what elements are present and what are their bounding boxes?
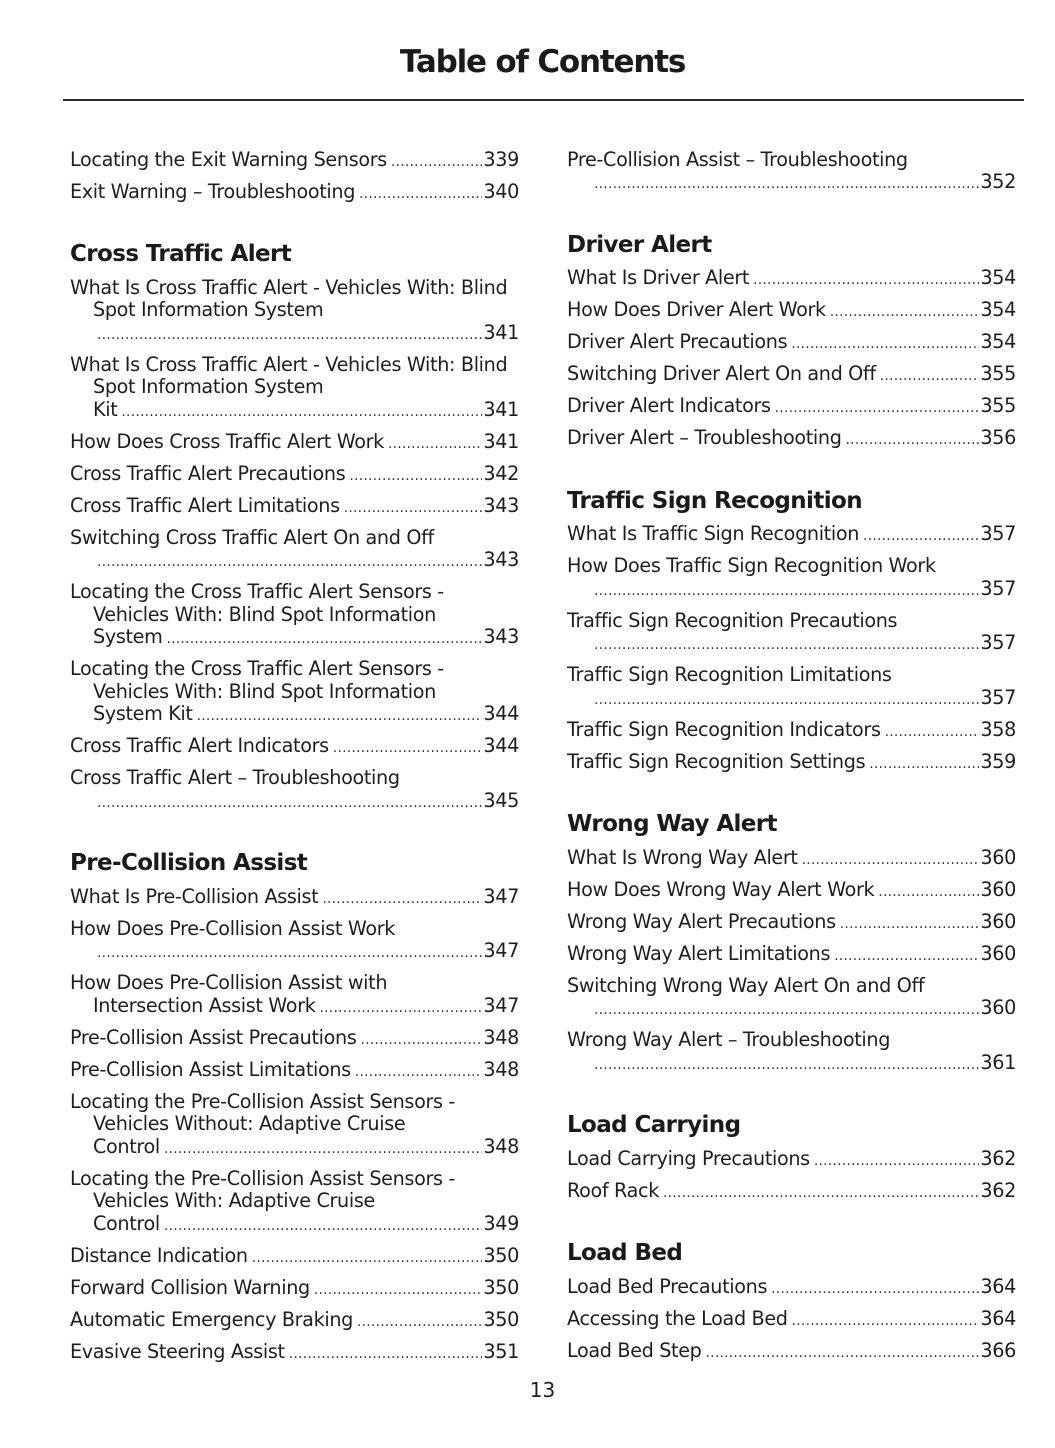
entry-title: How Does Driver Alert Work (567, 298, 826, 321)
toc-entry[interactable] (567, 715, 1016, 747)
entry-line (70, 940, 519, 965)
entry-title: Traffic Sign Recognition Indicators (567, 717, 881, 741)
entry-line (567, 1052, 1016, 1077)
section-heading: Wrong Way Alert (567, 811, 777, 837)
dot-leader (791, 333, 979, 356)
entry-page-number: 350 (483, 1275, 519, 1299)
entry-page-number: 345 (483, 788, 519, 812)
toc-entry[interactable] (70, 491, 519, 523)
entry-page-number: 358 (980, 717, 1016, 741)
entry-page-number: 360 (980, 845, 1016, 869)
entry-title: What Is Cross Traffic Alert - Vehicles With: Blind Spot Information System (70, 275, 508, 321)
entry-line (70, 995, 519, 1020)
entry-line (567, 879, 1016, 904)
entry-page-number: 359 (980, 749, 1016, 773)
entry-line (70, 399, 519, 424)
entry-title: Wrong Way Alert Limitations (567, 941, 831, 965)
dot-leader (869, 753, 979, 776)
toc-entry[interactable] (567, 296, 1016, 328)
toc-entry[interactable] (567, 875, 1016, 907)
entry-title: Locating the Exit Warning Sensors (70, 147, 387, 171)
entry-line (567, 687, 1016, 712)
dot-leader (814, 1150, 980, 1173)
entry-page-number: 354 (980, 298, 1016, 321)
entry-title: What Is Pre-Collision Assist (70, 884, 319, 908)
entry-line (70, 1027, 519, 1052)
entry-line (70, 735, 519, 760)
entry-page-number: 357 (980, 522, 1016, 545)
dot-leader (775, 397, 980, 420)
entry-title: Forward Collision Warning (70, 1275, 310, 1299)
entry-page-number: 344 (483, 702, 519, 725)
entry-title: Locating the Cross Traffic Alert Sensors - Vehicles With: Blind Spot Information (70, 580, 444, 626)
entry-title: How Does Wrong Way Alert Work (567, 877, 875, 901)
entry-page-number: 347 (483, 993, 519, 1017)
dot-leader (880, 365, 980, 388)
entry-line (70, 626, 519, 651)
entry-page-number: 356 (980, 426, 1016, 449)
entry-page-number: 350 (483, 1243, 519, 1267)
entry-title: Exit Warning – Troubleshooting (70, 179, 356, 203)
dot-leader (834, 945, 979, 968)
dot-leader (594, 689, 979, 712)
entry-title: Automatic Emergency Braking (70, 1307, 353, 1331)
toc-entry[interactable] (70, 578, 519, 655)
entry-line (70, 549, 519, 574)
entry-line (70, 322, 519, 347)
toc-entry[interactable] (567, 747, 1016, 779)
toc-section (567, 230, 1016, 456)
entry-title: Traffic Sign Recognition Limitations (567, 663, 892, 686)
dot-leader (846, 429, 980, 452)
entry-line (567, 632, 1016, 657)
dot-leader (706, 1342, 980, 1365)
toc-entry[interactable] (567, 843, 1016, 875)
dot-leader (322, 888, 482, 911)
entry-page-number: 355 (980, 394, 1016, 417)
section-heading: Driver Alert (567, 231, 712, 258)
entry-title: How Does Cross Traffic Alert Work (70, 429, 384, 453)
dot-leader (391, 151, 483, 174)
toc-entry[interactable] (70, 427, 519, 459)
dot-leader (357, 1311, 482, 1334)
entry-line (567, 578, 1016, 603)
toc-entry[interactable] (567, 392, 1016, 424)
dot-leader (863, 525, 979, 548)
entry-title: Switching Wrong Way Alert On and Off (567, 973, 925, 997)
entry-line (70, 181, 519, 206)
entry-page-number: 360 (980, 877, 1016, 901)
dot-leader (878, 881, 979, 904)
toc-section (70, 239, 519, 818)
title-divider (63, 99, 1024, 101)
dot-leader (753, 269, 979, 292)
toc-entry[interactable] (70, 1055, 519, 1087)
entry-page-number: 339 (483, 147, 519, 171)
entry-page-number: 347 (483, 939, 519, 962)
entry-line (567, 1308, 1016, 1333)
dot-leader (344, 497, 483, 520)
entry-title: Traffic Sign Recognition Settings (567, 749, 866, 773)
entry-title: Cross Traffic Alert Indicators (70, 734, 329, 757)
toc-entry[interactable] (70, 1164, 519, 1241)
entry-title: Load Bed Precautions (567, 1274, 768, 1298)
toc-entry[interactable] (567, 939, 1016, 971)
dot-leader (97, 324, 482, 347)
dot-leader (360, 1029, 482, 1052)
dot-leader (97, 942, 482, 965)
dot-leader (792, 1310, 980, 1333)
entry-page-number: 342 (483, 461, 519, 485)
section-heading: Traffic Sign Recognition (567, 487, 862, 514)
entry-page-number: 349 (483, 1211, 519, 1235)
entry-title-continuation: Control (93, 1211, 160, 1235)
dot-leader (388, 433, 483, 456)
toc-entry[interactable] (70, 1305, 519, 1337)
section-heading: Pre-Collision Assist (70, 850, 308, 876)
entry-page-number: 343 (483, 548, 519, 571)
toc-entry[interactable] (70, 764, 519, 819)
toc-entry[interactable] (70, 459, 519, 491)
entry-title: Locating the Pre-Collision Assist Sensors - Vehicles With: Adaptive Cruise (70, 1166, 455, 1212)
toc-section (567, 145, 1016, 200)
toc-entry[interactable] (567, 264, 1016, 296)
toc-section (70, 145, 519, 209)
entry-line (567, 267, 1016, 292)
toc-entry[interactable] (70, 914, 519, 969)
entry-title-continuation: System (93, 625, 163, 648)
toc-entry[interactable] (567, 907, 1016, 939)
entry-page-number: 348 (483, 1025, 519, 1049)
dot-leader (314, 1279, 483, 1302)
entry-title-continuation: System Kit (93, 702, 193, 725)
entry-line (70, 1136, 519, 1161)
toc-entry[interactable] (567, 1176, 1016, 1208)
entry-page-number: 354 (980, 330, 1016, 353)
entry-line (567, 911, 1016, 936)
entry-page-number: 341 (483, 397, 519, 421)
entry-page-number: 350 (483, 1307, 519, 1331)
entry-page-number: 351 (483, 1339, 519, 1363)
entry-line (567, 847, 1016, 872)
toc-section (567, 1238, 1016, 1368)
dot-leader (320, 997, 483, 1020)
dot-leader (97, 792, 482, 815)
toc-section (567, 809, 1016, 1080)
entry-title: Switching Driver Alert On and Off (567, 362, 876, 385)
entry-title: Driver Alert – Troubleshooting (567, 426, 842, 449)
entry-title: Wrong Way Alert – Troubleshooting (567, 1028, 891, 1051)
entry-title: Locating the Cross Traffic Alert Sensors - Vehicles With: Blind Spot Information (70, 657, 444, 703)
toc-entry[interactable] (70, 1241, 519, 1273)
entry-line (567, 751, 1016, 776)
entry-title: Pre-Collision Assist – Troubleshooting (567, 147, 908, 171)
entry-title: What Is Driver Alert (567, 266, 750, 289)
entry-page-number: 341 (483, 429, 519, 453)
entry-line (567, 1276, 1016, 1301)
toc-entry[interactable] (567, 520, 1016, 552)
toc-entry[interactable] (70, 145, 519, 177)
entry-title: Cross Traffic Alert – Troubleshooting (70, 766, 400, 789)
toc-entry[interactable] (567, 328, 1016, 360)
toc-entry[interactable] (70, 882, 519, 914)
entry-title: Evasive Steering Assist (70, 1339, 285, 1363)
dot-leader (333, 737, 483, 760)
page-number: 13 (529, 1378, 556, 1402)
entry-page-number: 343 (483, 493, 519, 517)
entry-title: Traffic Sign Recognition Precautions (567, 608, 898, 632)
entry-page-number: 364 (980, 1274, 1016, 1298)
entry-page-number: 348 (483, 1134, 519, 1158)
entry-page-number: 343 (483, 625, 519, 648)
entry-title: Driver Alert Indicators (567, 394, 771, 417)
entry-line (70, 886, 519, 911)
entry-title: Load Bed Step (567, 1338, 702, 1362)
dot-leader (121, 401, 482, 424)
dot-leader (164, 1138, 483, 1161)
toc-entry[interactable] (70, 969, 519, 1024)
entry-title: Locating the Pre-Collision Assist Sensors - Vehicles Without: Adaptive Cruise (70, 1089, 455, 1135)
entry-line (567, 299, 1016, 324)
toc-entry[interactable] (70, 523, 519, 578)
entry-line (70, 149, 519, 174)
entry-line (567, 523, 1016, 548)
toc-section (70, 848, 519, 1369)
toc-entry[interactable] (567, 145, 1016, 200)
entry-title: Distance Indication (70, 1243, 248, 1267)
entry-line (567, 171, 1016, 196)
entry-title: Pre-Collision Assist Limitations (70, 1057, 351, 1081)
toc-entry[interactable] (567, 552, 1016, 607)
entry-title: How Does Pre-Collision Assist with (70, 971, 388, 994)
entry-line (567, 1180, 1016, 1205)
dot-leader (840, 913, 980, 936)
entry-line (567, 427, 1016, 452)
entry-title: How Does Pre-Collision Assist Work (70, 916, 396, 940)
entry-page-number: 354 (980, 266, 1016, 289)
toc-entry[interactable] (567, 971, 1016, 1026)
toc-entry[interactable] (567, 661, 1016, 716)
entry-line (567, 395, 1016, 420)
entry-title: Wrong Way Alert Precautions (567, 909, 836, 933)
dot-leader (594, 173, 979, 196)
entry-line (567, 943, 1016, 968)
entry-title: Switching Cross Traffic Alert On and Off (70, 525, 434, 549)
dot-leader (289, 1343, 483, 1366)
entry-title: Cross Traffic Alert Precautions (70, 461, 346, 485)
entry-page-number: 352 (980, 170, 1016, 193)
entry-line (70, 1309, 519, 1334)
toc-column-left (70, 145, 519, 1369)
entry-page-number: 357 (980, 685, 1016, 709)
dot-leader (359, 183, 482, 206)
entry-page-number: 360 (980, 909, 1016, 933)
entry-line (70, 1245, 519, 1270)
entry-page-number: 362 (980, 1146, 1016, 1170)
dot-leader (594, 1054, 979, 1077)
section-heading: Load Bed (567, 1240, 683, 1266)
entry-page-number: 357 (980, 576, 1016, 600)
entry-title: What Is Traffic Sign Recognition (567, 522, 860, 545)
entry-title: Accessing the Load Bed (567, 1306, 788, 1330)
dot-leader (830, 301, 980, 324)
dot-leader (97, 551, 482, 574)
dot-leader (164, 1215, 483, 1238)
entry-page-number: 364 (980, 1306, 1016, 1330)
entry-line (70, 790, 519, 815)
entry-page-number: 361 (980, 1050, 1016, 1074)
entry-line (567, 997, 1016, 1022)
entry-title: How Does Traffic Sign Recognition Work (567, 554, 936, 577)
entry-page-number: 362 (980, 1178, 1016, 1202)
entry-title: Load Carrying Precautions (567, 1146, 810, 1170)
entry-title-continuation: Control (93, 1134, 160, 1158)
entry-page-number: 366 (980, 1338, 1016, 1362)
toc-section (567, 1110, 1016, 1208)
dot-leader (349, 465, 482, 488)
entry-title: Cross Traffic Alert Limitations (70, 493, 340, 517)
toc-entry[interactable] (70, 273, 519, 350)
entry-page-number: 360 (980, 941, 1016, 965)
entry-line (567, 719, 1016, 744)
dot-leader (885, 721, 980, 744)
entry-line (70, 1059, 519, 1084)
entry-line (567, 1340, 1016, 1365)
toc-entry[interactable] (567, 1304, 1016, 1336)
entry-title-continuation: Kit (93, 397, 118, 421)
entry-line (567, 331, 1016, 356)
dot-leader (594, 634, 979, 657)
entry-page-number: 357 (980, 631, 1016, 654)
entry-title: Roof Rack (567, 1178, 659, 1202)
entry-page-number: 340 (483, 179, 519, 203)
toc-entry[interactable] (70, 177, 519, 209)
entry-line (567, 1148, 1016, 1173)
toc-entry[interactable] (567, 1144, 1016, 1176)
dot-leader (594, 999, 979, 1022)
entry-title: What Is Wrong Way Alert (567, 845, 798, 869)
toc-entry[interactable] (70, 350, 519, 427)
entry-page-number: 348 (483, 1057, 519, 1081)
entry-title: Driver Alert Precautions (567, 330, 788, 353)
dot-leader (802, 849, 980, 872)
entry-line (70, 703, 519, 728)
page-title: Table of Contents (399, 44, 686, 80)
entry-line (70, 495, 519, 520)
entry-title-continuation: Intersection Assist Work (93, 993, 316, 1017)
toc-section (567, 486, 1016, 780)
dot-leader (355, 1061, 483, 1084)
entry-title: Pre-Collision Assist Precautions (70, 1025, 357, 1049)
entry-line (70, 463, 519, 488)
dot-leader (594, 580, 979, 603)
toc-entry[interactable] (567, 1272, 1016, 1304)
toc-entry[interactable] (70, 1087, 519, 1164)
entry-page-number: 347 (483, 884, 519, 908)
toc-entry[interactable] (567, 1026, 1016, 1081)
entry-page-number: 360 (980, 996, 1016, 1019)
toc-entry[interactable] (70, 732, 519, 764)
entry-title: What Is Cross Traffic Alert - Vehicles With: Blind Spot Information System (70, 352, 508, 398)
dot-leader (771, 1278, 979, 1301)
entry-line (567, 363, 1016, 388)
toc-entry[interactable] (567, 360, 1016, 392)
entry-page-number: 355 (980, 362, 1016, 385)
toc-entry[interactable] (70, 1337, 519, 1369)
section-heading: Cross Traffic Alert (70, 241, 292, 267)
toc-entry[interactable] (567, 1336, 1016, 1368)
entry-line (70, 1341, 519, 1366)
toc-column-right (567, 145, 1016, 1368)
dot-leader (252, 1247, 483, 1270)
toc-entry[interactable] (70, 1023, 519, 1055)
entry-page-number: 344 (483, 734, 519, 757)
dot-leader (166, 628, 482, 651)
toc-entry[interactable] (567, 424, 1016, 456)
section-heading: Load Carrying (567, 1112, 741, 1138)
entry-page-number: 341 (483, 320, 519, 344)
entry-line (70, 431, 519, 456)
toc-entry[interactable] (567, 606, 1016, 661)
toc-entry[interactable] (70, 655, 519, 732)
dot-leader (663, 1182, 979, 1205)
dot-leader (197, 705, 483, 728)
toc-entry[interactable] (70, 1273, 519, 1305)
entry-line (70, 1213, 519, 1238)
entry-line (70, 1277, 519, 1302)
